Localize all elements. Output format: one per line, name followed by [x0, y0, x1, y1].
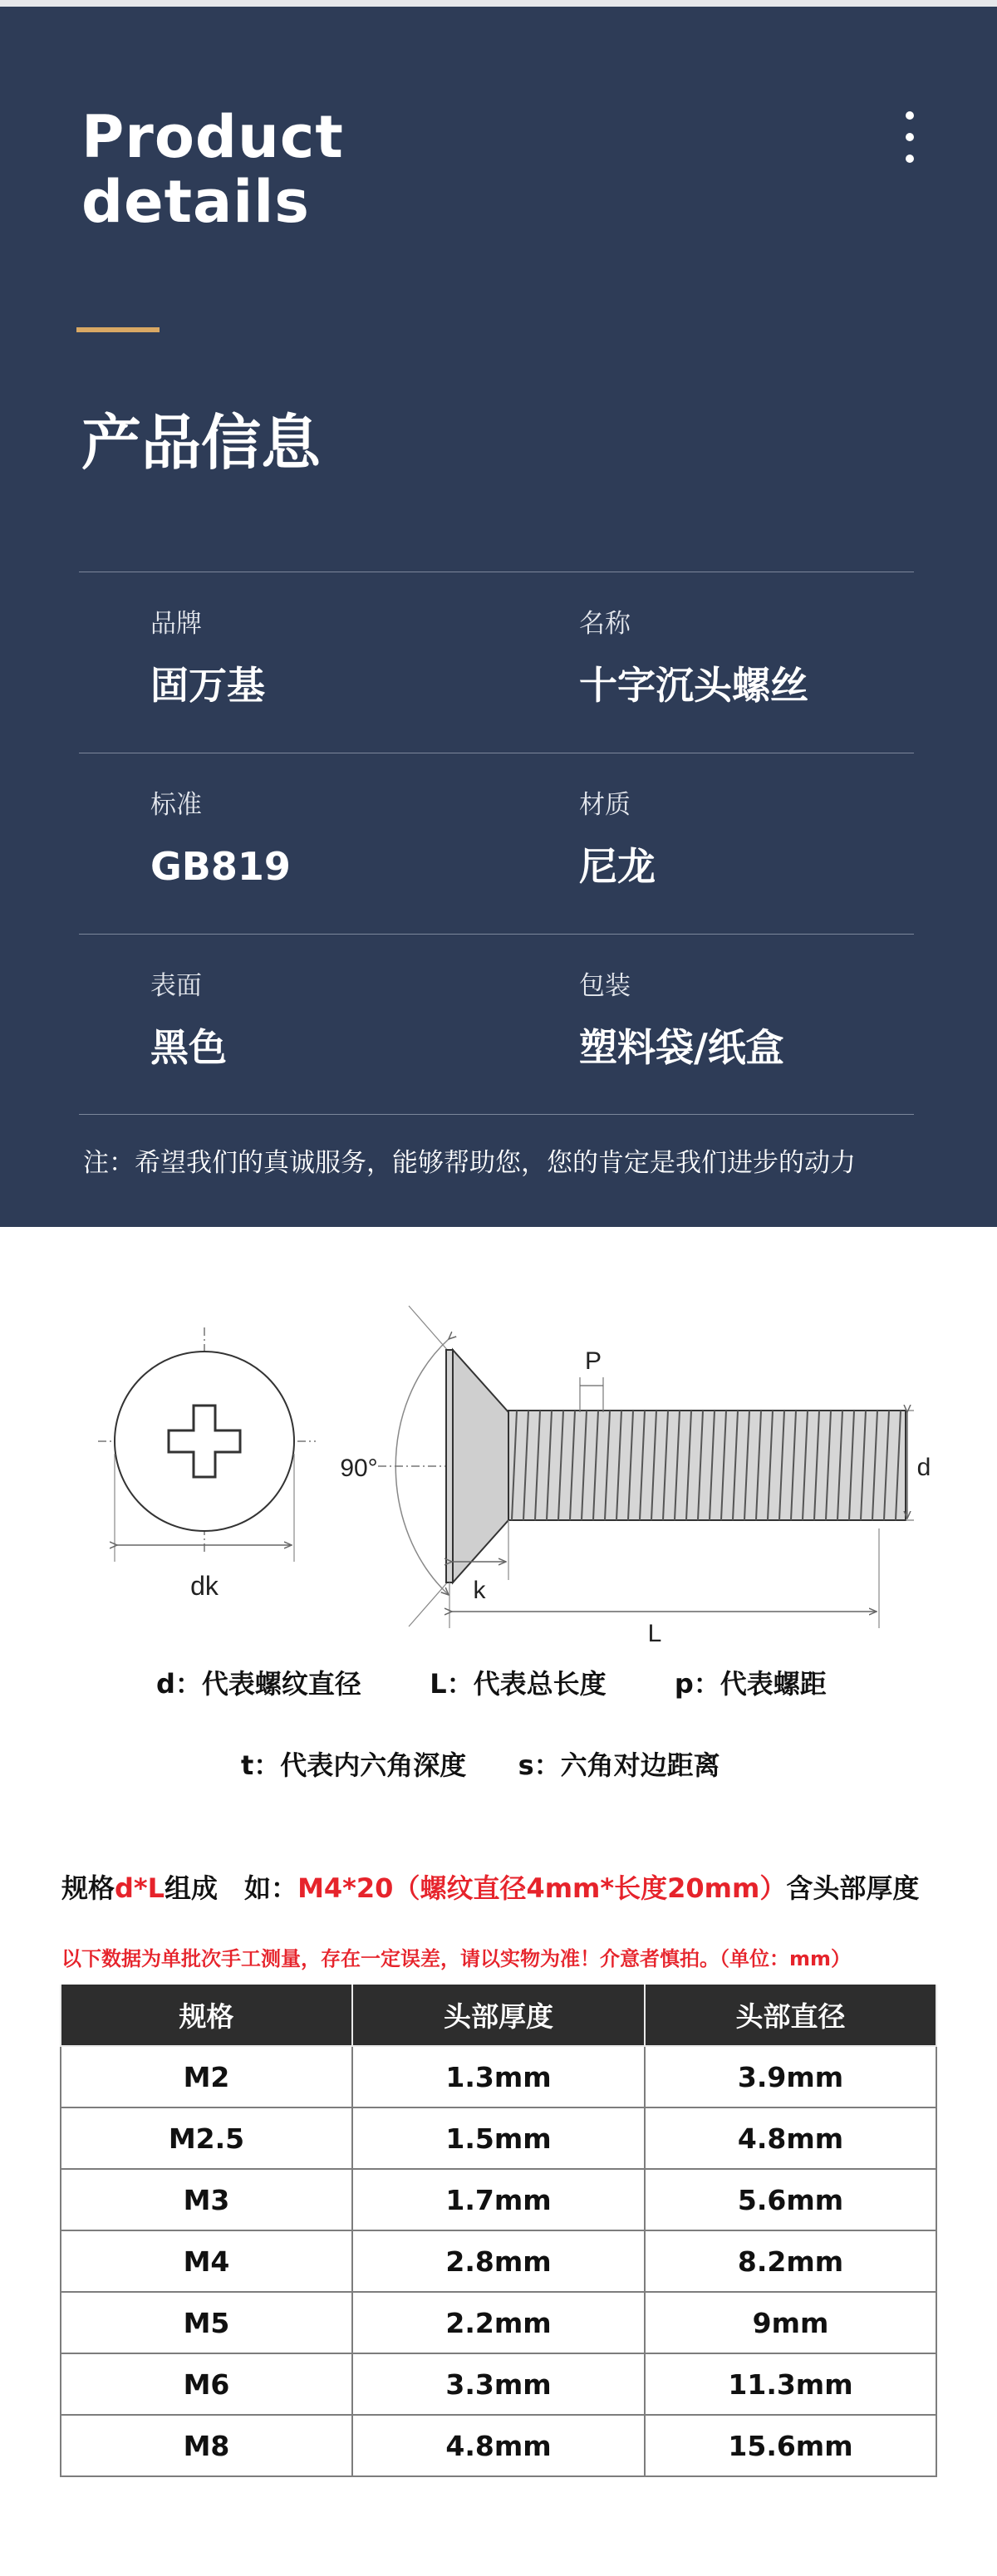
cell-spec: M6 — [61, 2353, 352, 2415]
label-dk: dk — [190, 1571, 219, 1601]
header-spec: 规格 — [61, 1985, 352, 2046]
table-row — [61, 2230, 936, 2292]
spec-format-red1: d*L — [115, 1872, 165, 1904]
cell-head-diameter: 4.8mm — [645, 2107, 936, 2169]
spec-format-prefix: 规格 — [61, 1872, 115, 1904]
size-table — [60, 1985, 937, 2477]
spec-value: 十字沉头螺丝 — [579, 663, 808, 708]
spec-row — [79, 934, 914, 1115]
spec-label: 名称 — [579, 609, 631, 639]
header-head-diameter: 头部直径 — [645, 1985, 936, 2046]
cell-head-diameter: 15.6mm — [645, 2415, 936, 2476]
size-table-header — [61, 1985, 936, 2046]
spec-label: 品牌 — [150, 609, 202, 639]
screw-diagram-svg — [0, 1279, 997, 1661]
kebab-menu-icon[interactable] — [903, 105, 916, 168]
label-d: d — [916, 1454, 931, 1481]
table-row — [61, 2107, 936, 2169]
cell-head-diameter: 3.9mm — [645, 2046, 936, 2107]
legend-l: L：代表总长度 — [430, 1668, 607, 1700]
service-note: 注：希望我们的真诚服务，能够帮助您，您的肯定是我们进步的动力 — [83, 1148, 856, 1178]
spec-label: 材质 — [579, 790, 631, 820]
top-strip — [0, 0, 997, 7]
cell-spec: M2.5 — [61, 2107, 352, 2169]
cell-head-thickness: 1.3mm — [352, 2046, 645, 2107]
spec-row — [79, 572, 914, 753]
cell-head-diameter: 11.3mm — [645, 2353, 936, 2415]
spec-format-mid: 组成 如： — [165, 1872, 298, 1904]
cell-spec: M4 — [61, 2230, 352, 2292]
measurement-disclaimer: 以下数据为单批次手工测量，存在一定误差，请以实物为准！介意者慎拍。（单位：mm） — [61, 1947, 852, 1970]
legend-row-2 — [241, 1744, 720, 1783]
spec-format-suffix: 含头部厚度 — [786, 1872, 920, 1904]
spec-value: 尼龙 — [579, 844, 656, 889]
table-row — [61, 2292, 936, 2353]
screw-dimension-diagram — [0, 1279, 997, 1661]
header-head-thickness: 头部厚度 — [352, 1985, 645, 2046]
cell-spec: M8 — [61, 2415, 352, 2476]
hero-title — [81, 105, 344, 234]
cell-head-thickness: 4.8mm — [352, 2415, 645, 2476]
spec-value: 固万基 — [150, 663, 265, 708]
spec-format-red2: M4*20（螺纹直径4mm*长度20mm） — [297, 1872, 787, 1904]
cell-head-diameter: 5.6mm — [645, 2169, 936, 2230]
legend-row-1 — [156, 1663, 827, 1701]
spec-value: GB819 — [150, 844, 291, 889]
spec-value: 黑色 — [150, 1025, 227, 1070]
cell-head-thickness: 2.8mm — [352, 2230, 645, 2292]
table-row — [61, 2353, 936, 2415]
label-angle: 90° — [340, 1455, 378, 1482]
hero-title-line1: Product — [81, 103, 344, 171]
spec-label: 表面 — [150, 971, 202, 1001]
spec-format-note — [61, 1867, 919, 1909]
accent-divider — [76, 327, 160, 332]
cell-spec: M2 — [61, 2046, 352, 2107]
label-k: k — [473, 1577, 486, 1604]
cell-head-diameter: 8.2mm — [645, 2230, 936, 2292]
section-title: 产品信息 — [81, 408, 322, 478]
cell-spec: M3 — [61, 2169, 352, 2230]
legend-t: t：代表内六角深度 — [241, 1749, 467, 1781]
spec-label: 包装 — [579, 971, 631, 1001]
product-details-header — [0, 7, 997, 1227]
table-row — [61, 2046, 936, 2107]
legend-s: s：六角对边距离 — [518, 1749, 720, 1781]
cell-head-thickness: 2.2mm — [352, 2292, 645, 2353]
cell-head-diameter: 9mm — [645, 2292, 936, 2353]
cell-spec: M5 — [61, 2292, 352, 2353]
screw-head-top-view — [98, 1327, 316, 1601]
cell-head-thickness: 3.3mm — [352, 2353, 645, 2415]
table-row — [61, 2169, 936, 2230]
legend-p: p：代表螺距 — [674, 1668, 827, 1700]
label-l: L — [647, 1620, 662, 1647]
screw-side-view — [340, 1306, 931, 1647]
cell-head-thickness: 1.5mm — [352, 2107, 645, 2169]
hero-title-line2: details — [81, 168, 310, 236]
spec-table — [79, 572, 914, 1115]
table-row — [61, 2415, 936, 2476]
cell-head-thickness: 1.7mm — [352, 2169, 645, 2230]
label-p: P — [584, 1347, 602, 1375]
spec-label: 标准 — [150, 790, 202, 820]
spec-value: 塑料袋/纸盒 — [579, 1025, 784, 1070]
spec-row — [79, 753, 914, 934]
legend-d: d：代表螺纹直径 — [156, 1668, 361, 1700]
